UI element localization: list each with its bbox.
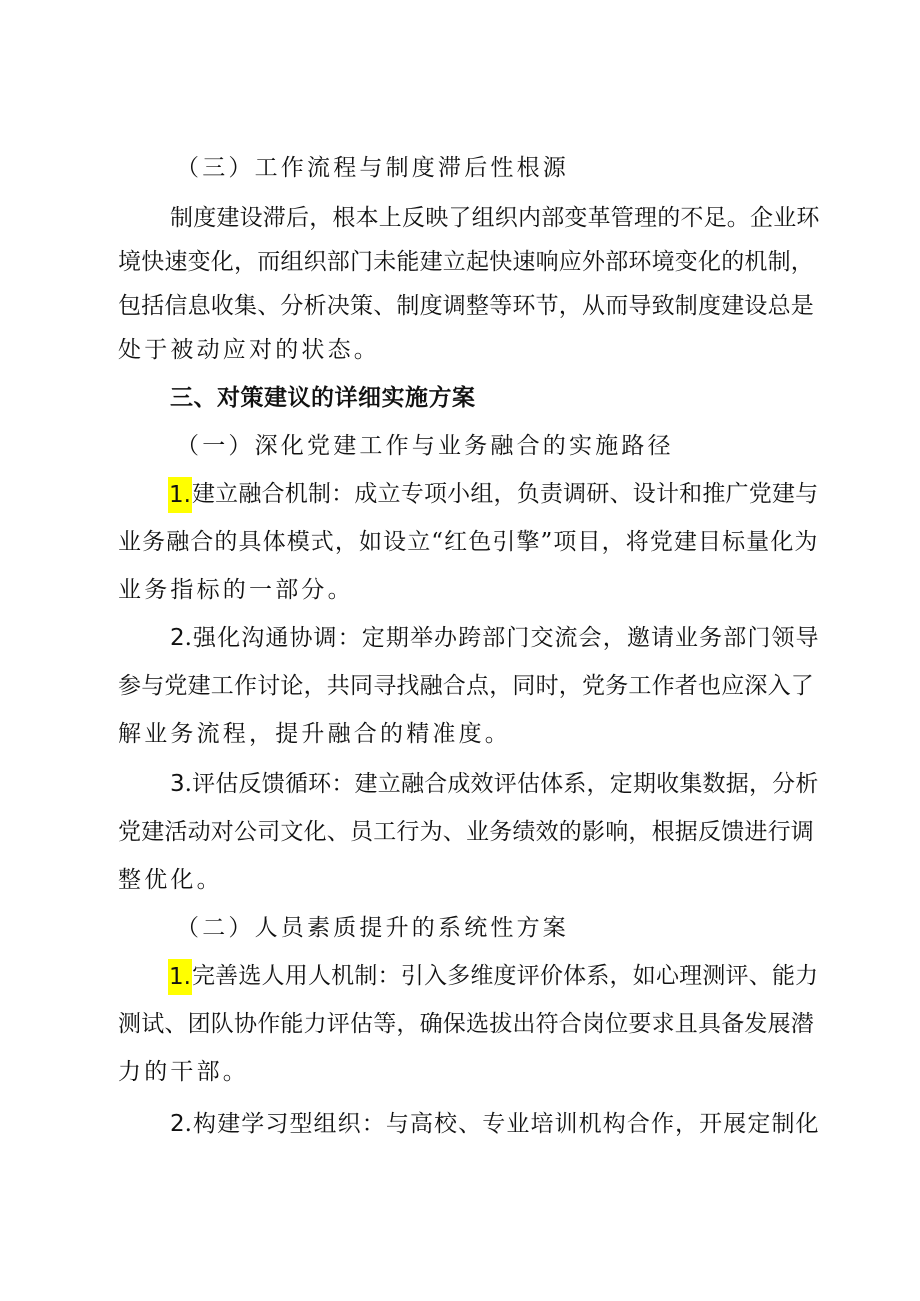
paragraph-line: 解业务流程，提升融合的精准度。 xyxy=(118,721,511,747)
paragraph-line: 整优化。 xyxy=(118,867,223,893)
paragraph-line: 境快速变化，而组织部门未能建立起快速响应外部环境变化的机制， xyxy=(118,249,814,275)
item-text: .构建学习型组织：与高校、专业培训机构合作，开展定制化 xyxy=(184,1111,820,1137)
item-number: 2 xyxy=(170,1111,185,1137)
paragraph-line: 党建活动对公司文化、员工行为、业务绩效的影响，根据反馈进行调 xyxy=(118,819,814,845)
list-item-line xyxy=(168,956,818,996)
list-item-line xyxy=(170,764,819,804)
paragraph-line: 参与党建工作讨论，共同寻找融合点，同时，党务工作者也应深入了 xyxy=(118,673,814,699)
chapter-heading: 三、对策建议的详细实施方案 xyxy=(170,385,476,411)
paragraph-line: 业务指标的一部分。 xyxy=(118,577,354,603)
highlighted-item-number: 1. xyxy=(168,477,192,513)
paragraph-line: 制度建设滞后，根本上反映了组织内部变革管理的不足。企业环 xyxy=(170,205,820,231)
item-text: 建立融合机制：成立专项小组，负责调研、设计和推广党建与 xyxy=(191,481,819,507)
paragraph-line: 测试、团队协作能力评估等，确保选拔出符合岗位要求且具备发展潜 xyxy=(118,1011,814,1037)
item-text: 完善选人用人机制：引入多维度评价体系，如心理测评、能力 xyxy=(191,963,819,989)
subsection-heading-1: （一）深化党建工作与业务融合的实施路径 xyxy=(176,433,674,459)
item-text: .评估反馈循环：建立融合成效评估体系，定期收集数据，分析 xyxy=(184,771,819,797)
paragraph-line: 力的干部。 xyxy=(118,1059,249,1085)
item-text: .强化沟通协调：定期举办跨部门交流会，邀请业务部门领导 xyxy=(184,625,820,651)
paragraph-line: 处于被动应对的状态。 xyxy=(118,337,380,363)
subsection-heading-2: （二）人员素质提升的系统性方案 xyxy=(176,915,569,941)
item-number: 2 xyxy=(170,625,185,651)
highlighted-item-number: 1. xyxy=(168,959,192,995)
list-item-line xyxy=(168,474,818,514)
paragraph-line: 包括信息收集、分析决策、制度调整等环节，从而导致制度建设总是 xyxy=(118,293,814,319)
paragraph-line: 业务融合的具体模式，如设立“红色引擎”项目，将党建目标量化为 xyxy=(118,529,819,555)
section-heading-3: （三）工作流程与制度滞后性根源 xyxy=(176,155,569,181)
item-number: 3 xyxy=(170,771,185,797)
list-item-line xyxy=(170,618,820,658)
list-item-line xyxy=(170,1104,820,1144)
